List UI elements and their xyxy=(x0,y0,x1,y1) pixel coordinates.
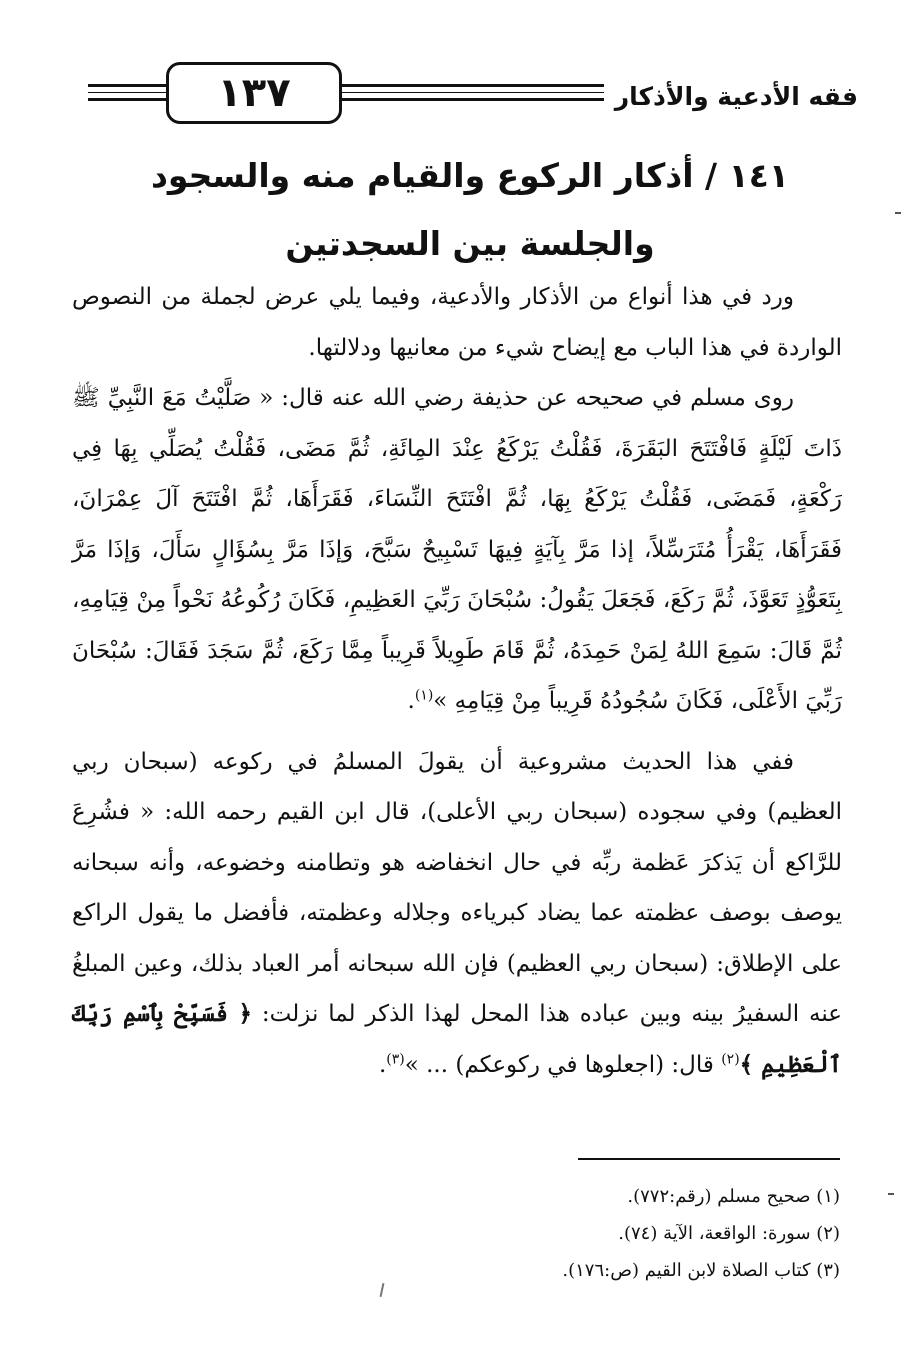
footnote-3: (٣) كتاب الصلاة لابن القيم (ص:١٧٦). xyxy=(562,1260,840,1281)
header-rule-left-thick xyxy=(88,84,168,87)
page-number-box xyxy=(166,62,342,124)
header-rule-right-thin xyxy=(342,92,604,93)
scan-mark-right-bottom xyxy=(888,1193,894,1195)
paragraph-hadith xyxy=(72,373,842,727)
page-header xyxy=(88,62,858,132)
header-rule-right-thick-2 xyxy=(342,98,604,101)
footnote-ref-3: (٣) xyxy=(386,1050,405,1067)
footnote-ref-2: (٢) xyxy=(721,1050,740,1067)
commentary-text: ففي هذا الحديث مشروعية أن يقولَ المسلمُ في ركوعه (سبحان ربي العظيم) وفي سجوده (سبحان ربي الأعلى)، قال ابن القيم رحمه الله: « فشُرِعَ للرَّاكع أن يَذكرَ عَظمة ربِّه في حال انخفاضه هو وتطامنه وخضوعه، وأنه سبحانه يوصف بوصف عظمته عما يضاد كبرياءه وجلاله وعظمته، فأفضل ما يقول الراكع على الإطلاق: (سبحان ربي العظيم) فإن الله سبحانه أمر العباد بذلك، وعين المبلغُ عنه السفيرُ بينه وبين عباده هذا المحل لهذا الذكر لما نزلت: xyxy=(72,748,843,1027)
book-title: فقه الأدعية والأذكار xyxy=(614,82,858,111)
paragraph-intro: ورد في هذا أنواع من الأذكار والأدعية، وفيما يلي عرض لجملة من النصوص الواردة في هذا الباب مع إيضاح شيء من معانيها ودلالتها. xyxy=(72,284,842,361)
quran-verse: ﴿ فَسَبِّحْ بِٱسْمِ رَبِّكَ ٱلْعَظِيمِ ﴾ xyxy=(72,1000,842,1078)
hadith-text: روى مسلم في صحيحه عن حذيفة رضي الله عنه قال: « صَلَّيْتُ مَعَ النَّبِيِّ ﷺ ذَاتَ لَيْلَةٍ فَافْتَتَحَ البَقَرَةَ، فَقُلْتُ يَرْكَعُ عِنْدَ المِائَةِ، ثُمَّ مَضَى، فَقُلْتُ يُصَلِّي بِهَا فِي رَكْعَةٍ، فَمَضَى، فَقُلْتُ يَرْكَعُ بِهَا، ثُمَّ افْتَتَحَ النِّسَاءَ، فَقَرَأَهَا، ثُمَّ افْتَتَحَ آلَ عِمْرَانَ، فَقَرَأَهَا، يَقْرَأُ مُتَرَسِّلاً، إذا مَرَّ بِآيَةٍ فِيهَا تَسْبِيحٌ سَبَّحَ، وَإذَا مَرَّ بِسُؤَالٍ سَأَلَ، وَإذَا مَرَّ بِتَعَوُّذٍ تَعَوَّذَ، ثُمَّ رَكَعَ، فَجَعَلَ يَقُولُ: سُبْحَانَ رَبِّيَ العَظِيمِ، فَكَانَ رُكُوعُهُ نَحْواً مِنْ قِيَامِهِ، ثُمَّ قَالَ: سَمِعَ اللهُ لِمَنْ حَمِدَهُ، ثُمَّ قَامَ طَوِيلاً قَرِيباً مِمَّا رَكَعَ، ثُمَّ سَجَدَ فَقَالَ: سُبْحَانَ رَبِّيَ الأَعْلَى، فَكَانَ سُجُودُهُ قَرِيباً مِنْ قِيَامِهِ » xyxy=(72,385,842,714)
scan-mark-right-top xyxy=(895,212,901,214)
header-rule-left-thick-2 xyxy=(88,98,168,101)
header-rule-right-thick xyxy=(342,84,604,87)
footnote-2: (٢) سورة: الواقعة، الآية (٧٤). xyxy=(618,1223,840,1244)
header-rule-left-thin xyxy=(88,92,168,93)
commentary-end: . xyxy=(378,1051,387,1078)
footnote-1: (١) صحيح مسلم (رقم:٧٧٢). xyxy=(627,1186,840,1207)
footnote-separator xyxy=(578,1158,840,1160)
hadith-end: . xyxy=(407,688,415,714)
page-number: ١٣٧ xyxy=(217,70,291,116)
section-heading: ١٤١ / أذكار الركوع والقيام منه والسجود والجلسة بين السجدتين xyxy=(150,156,790,263)
footnotes xyxy=(300,1178,840,1289)
body-text xyxy=(72,272,842,1090)
footnote-ref-1: (١) xyxy=(414,687,434,704)
commentary-text-end: قال: (اجعلوها في ركوعكم) ... » xyxy=(404,1051,714,1078)
paragraph-commentary xyxy=(72,737,842,1091)
